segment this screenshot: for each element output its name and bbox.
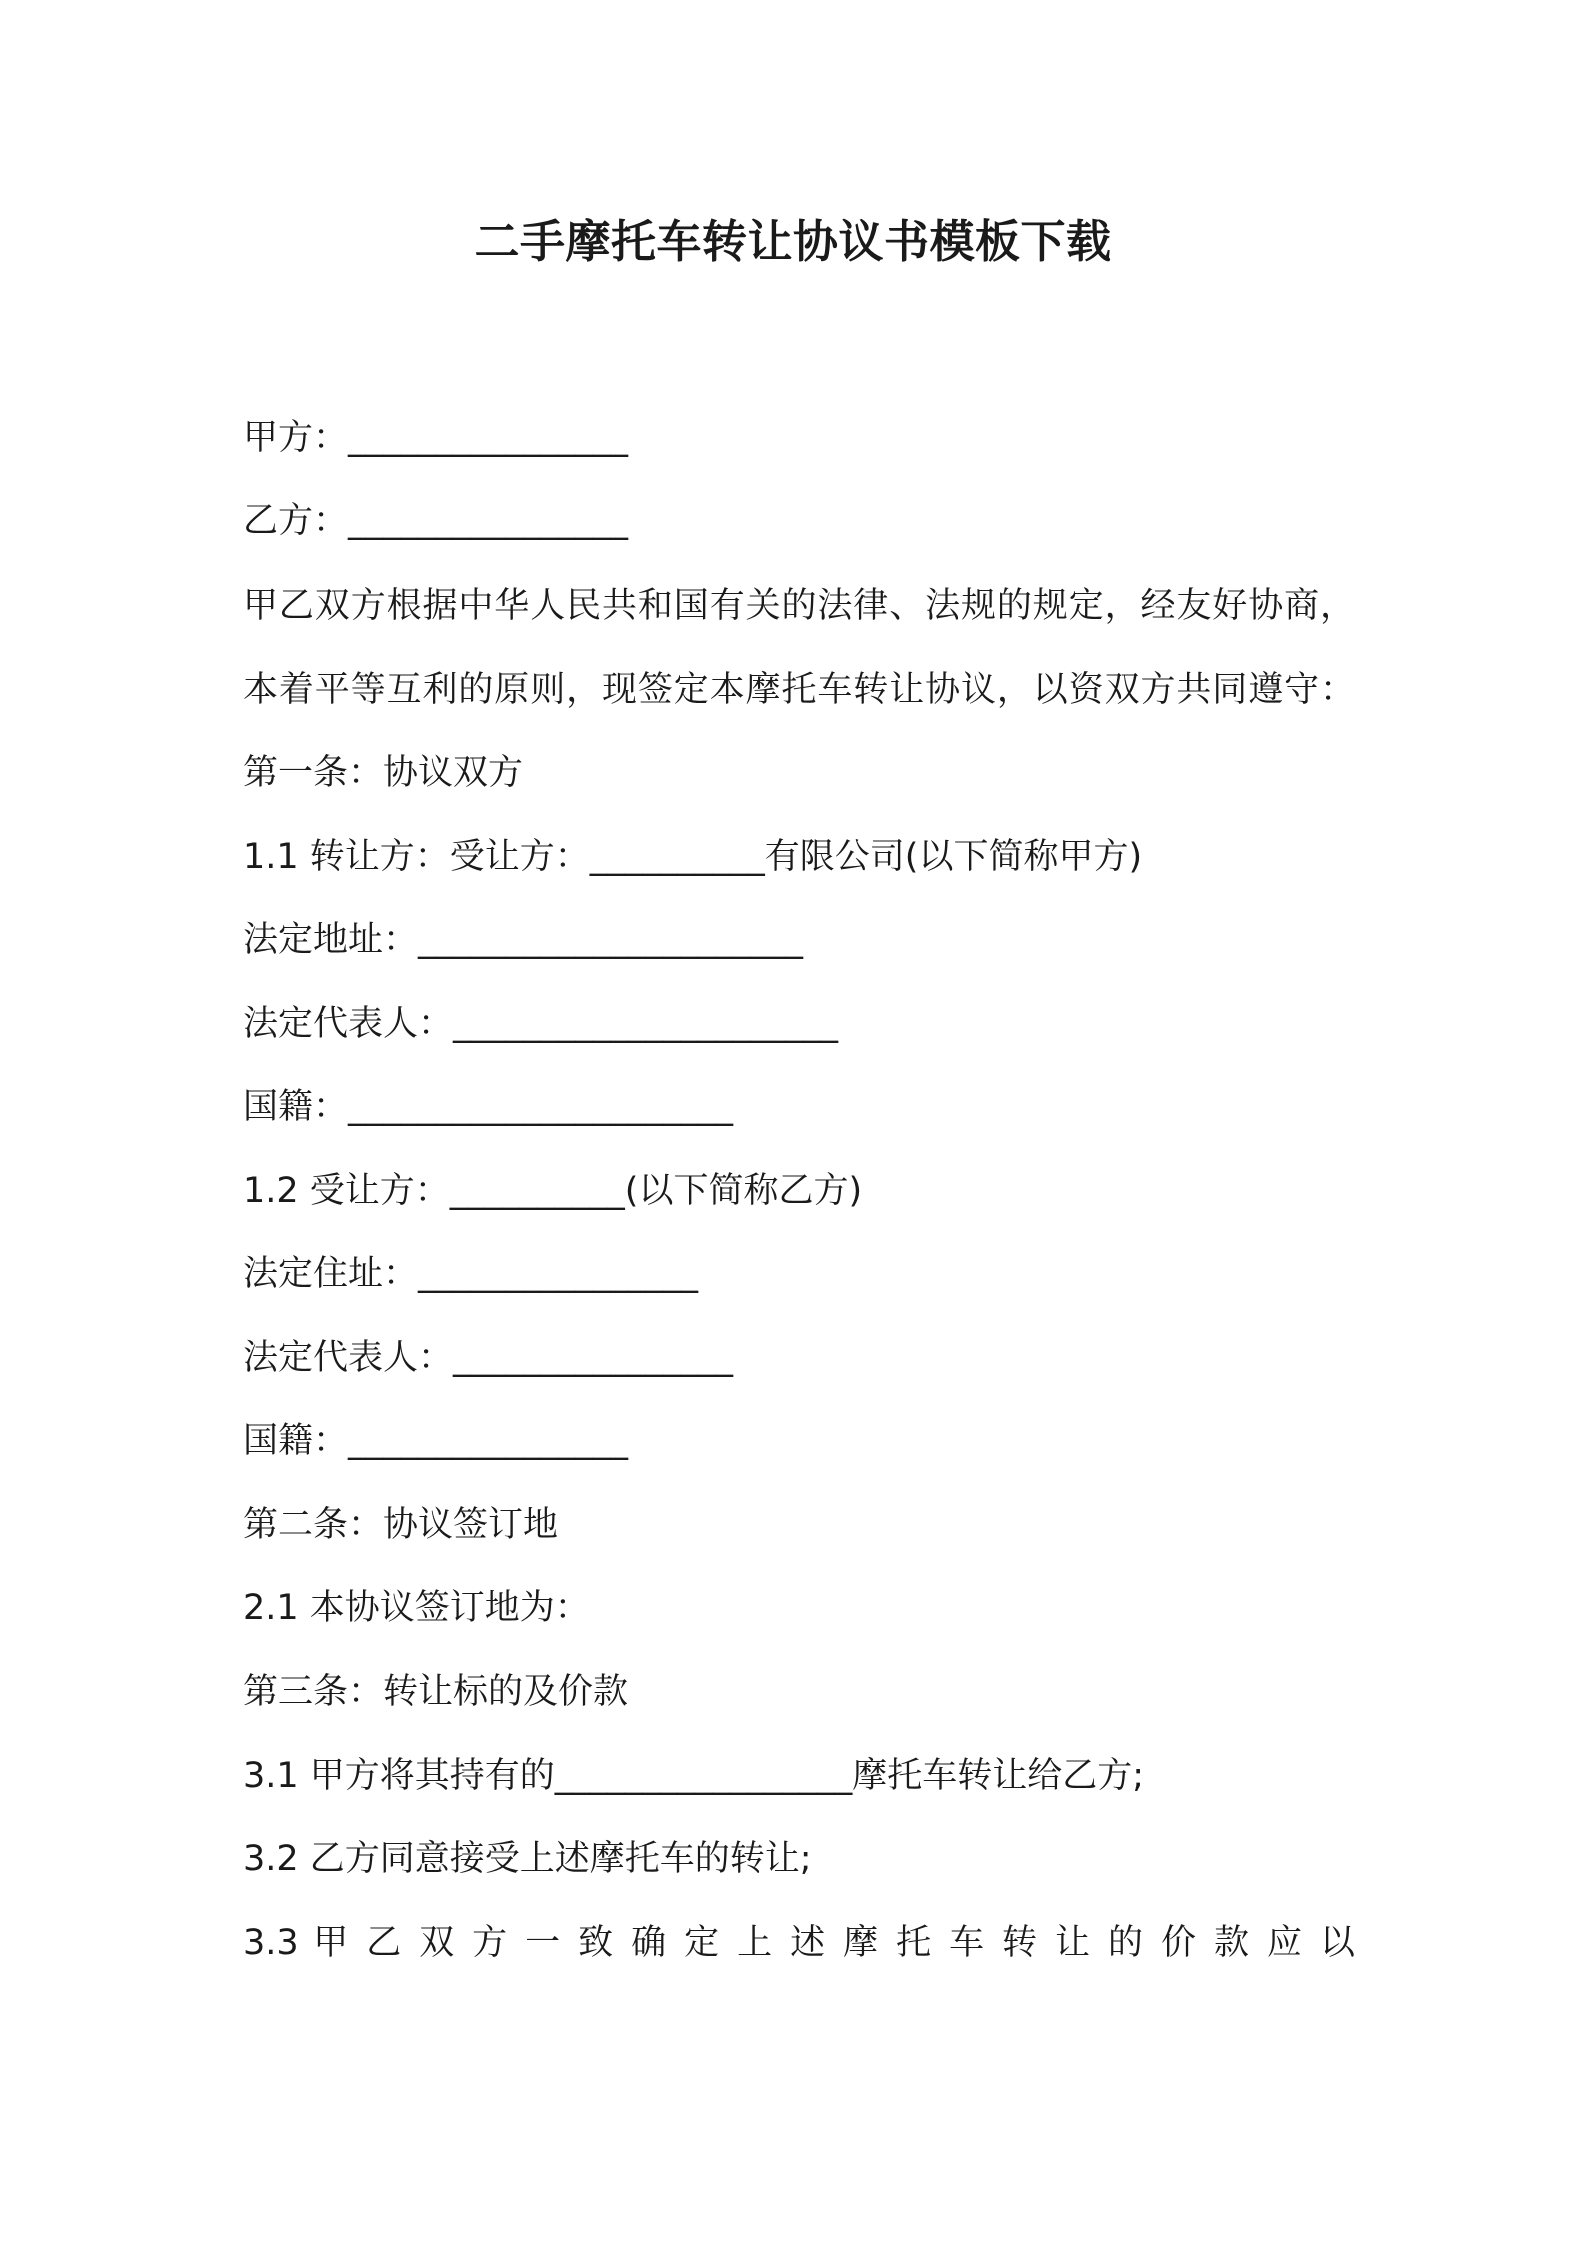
- legal-representative-line-b: 法定代表人：________________: [243, 1338, 734, 1378]
- article-1-heading: 第一条：协议双方: [243, 753, 524, 793]
- clause-2-1: 2.1 本协议签订地为：: [243, 1588, 590, 1628]
- nationality-line-b: 国籍：________________: [243, 1421, 629, 1461]
- clause-3-2: 3.2 乙方同意接受上述摩托车的转让;: [243, 1839, 812, 1879]
- nationality-line: 国籍：______________________: [243, 1087, 734, 1127]
- preamble-line-2: 本着平等互利的原则，现签定本摩托车转让协议，以资双方共同遵守：: [243, 670, 1355, 710]
- legal-representative-line: 法定代表人：______________________: [243, 1004, 839, 1044]
- clause-3-3: 3.3 甲 乙 双 方 一 致 确 定 上 述 摩 托 车 转 让 的 价 款 应 以: [243, 1923, 1355, 1963]
- clause-1-1: 1.1 转让方：受让方：__________有限公司(以下简称甲方): [243, 837, 1143, 877]
- party-a-line: 甲方：________________: [243, 418, 629, 458]
- preamble-line-1: 甲乙双方根据中华人民共和国有关的法律、法规的规定，经友好协商，: [243, 586, 1355, 626]
- document-title: 二手摩托车转让协议书模板下载: [474, 215, 1112, 268]
- clause-1-2: 1.2 受让方：__________(以下简称乙方): [243, 1171, 863, 1211]
- legal-residence-line: 法定住址：________________: [243, 1254, 699, 1294]
- party-b-line: 乙方：________________: [243, 501, 629, 541]
- legal-address-line: 法定地址：______________________: [243, 920, 804, 960]
- clause-3-1: 3.1 甲方将其持有的_________________摩托车转让给乙方;: [243, 1756, 1145, 1796]
- article-3-heading: 第三条：转让标的及价款: [243, 1672, 629, 1712]
- article-2-heading: 第二条：协议签订地: [243, 1505, 559, 1545]
